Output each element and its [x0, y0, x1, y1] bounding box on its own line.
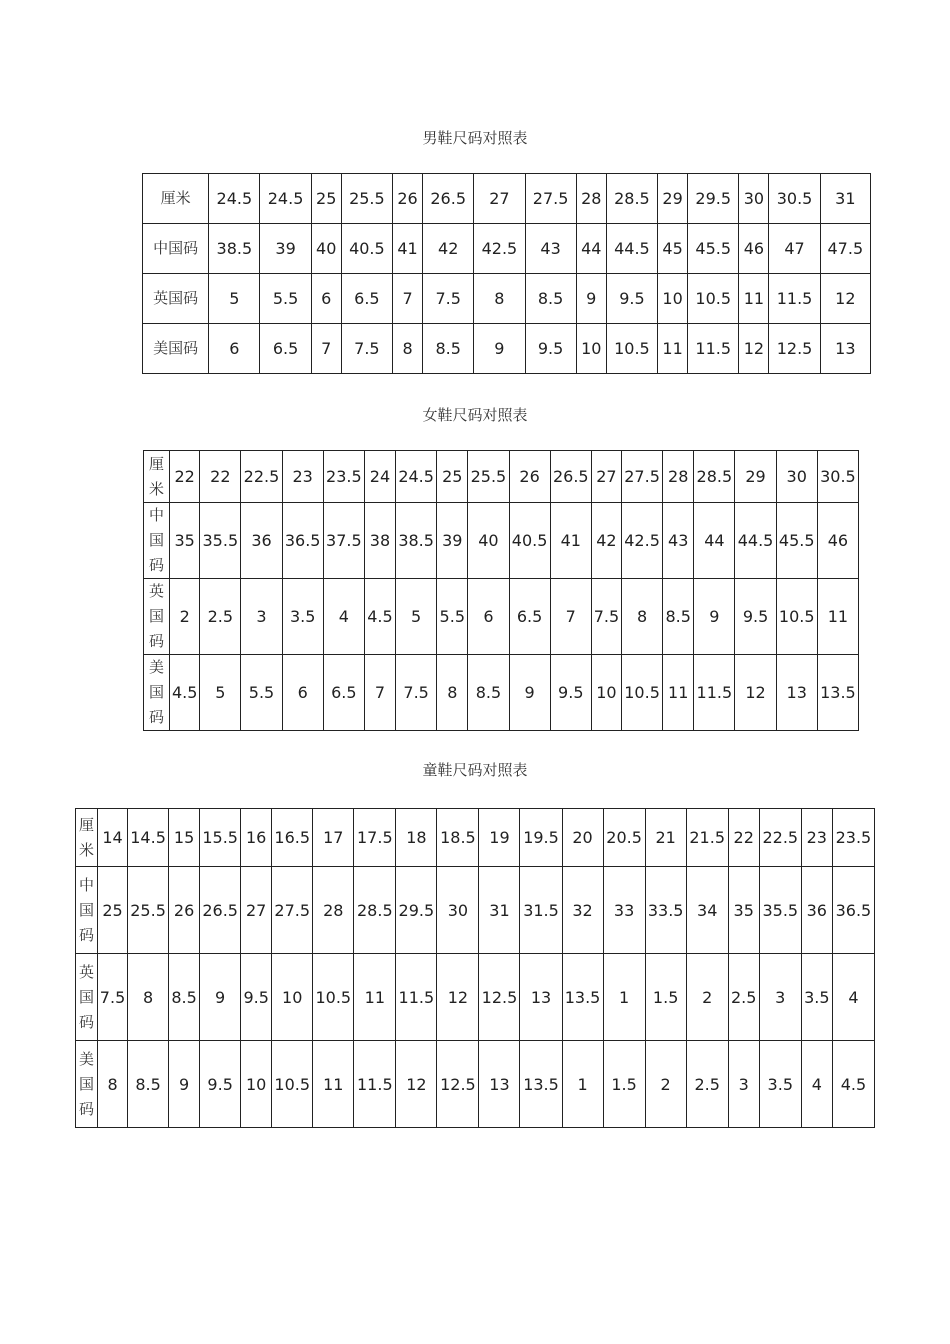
size-cell: 34: [686, 867, 728, 954]
table-row: [143, 274, 871, 324]
size-cell: 35: [728, 867, 759, 954]
size-cell: 4: [801, 1041, 832, 1128]
size-cell: 35.5: [759, 867, 801, 954]
size-cell: 22: [728, 809, 759, 867]
row-header: 英国码: [143, 274, 209, 324]
size-cell: 38.5: [396, 503, 437, 579]
size-cell: 31.5: [520, 867, 562, 954]
size-cell: 46: [817, 503, 858, 579]
size-cell: 35.5: [200, 503, 241, 579]
size-cell: 6: [311, 274, 341, 324]
size-cell: 26: [392, 174, 422, 224]
size-cell: 38.5: [209, 224, 260, 274]
size-cell: 13.5: [520, 1041, 562, 1128]
size-cell: 5: [200, 655, 241, 731]
size-cell: 27: [591, 451, 621, 503]
size-cell: 22: [200, 451, 241, 503]
size-cell: 29: [735, 451, 776, 503]
size-cell: 15.5: [200, 809, 241, 867]
size-cell: 25: [311, 174, 341, 224]
size-cell: 40: [468, 503, 509, 579]
size-cell: 28: [663, 451, 694, 503]
size-cell: 1: [562, 1041, 603, 1128]
row-header: 美国码: [76, 1041, 98, 1128]
size-cell: 25: [98, 867, 128, 954]
size-cell: 4: [323, 579, 364, 655]
size-cell: 28: [313, 867, 354, 954]
size-cell: 19.5: [520, 809, 562, 867]
size-cell: 7: [311, 324, 341, 374]
size-cell: 27: [474, 174, 525, 224]
size-cell: 9: [200, 954, 241, 1041]
size-cell: 28: [576, 174, 606, 224]
size-cell: 9.5: [735, 579, 776, 655]
size-cell: 10: [241, 1041, 272, 1128]
size-cell: 28.5: [606, 174, 657, 224]
size-cell: 8.5: [423, 324, 474, 374]
size-cell: 5.5: [260, 274, 311, 324]
kids-table-title: 童鞋尺码对照表: [422, 761, 528, 779]
size-cell: 11.5: [396, 954, 437, 1041]
size-cell: 8.5: [169, 954, 200, 1041]
size-cell: 8.5: [525, 274, 576, 324]
size-cell: 8.5: [663, 579, 694, 655]
table-row: [76, 954, 875, 1041]
size-cell: 6: [468, 579, 509, 655]
size-cell: 9: [169, 1041, 200, 1128]
size-cell: 11: [739, 274, 769, 324]
size-cell: 2.5: [200, 579, 241, 655]
size-cell: 10: [272, 954, 313, 1041]
size-cell: 42.5: [621, 503, 662, 579]
size-cell: 1.5: [603, 1041, 645, 1128]
size-cell: 3.5: [801, 954, 832, 1041]
size-cell: 6: [209, 324, 260, 374]
size-cell: 42: [591, 503, 621, 579]
size-cell: 12: [437, 954, 479, 1041]
row-header: 美国码: [143, 324, 209, 374]
size-cell: 12.5: [479, 954, 520, 1041]
size-cell: 12: [396, 1041, 437, 1128]
size-cell: 30.5: [817, 451, 858, 503]
row-header: 厘米: [144, 451, 170, 503]
size-cell: 23: [282, 451, 323, 503]
size-cell: 17: [313, 809, 354, 867]
size-cell: 2.5: [686, 1041, 728, 1128]
size-cell: 40.5: [341, 224, 392, 274]
size-cell: 8: [128, 954, 169, 1041]
size-cell: 11: [817, 579, 858, 655]
row-header: 英国码: [76, 954, 98, 1041]
size-cell: 4.5: [832, 1041, 874, 1128]
row-header: 中国码: [144, 503, 170, 579]
men-size-table: [142, 173, 871, 374]
size-cell: 31: [479, 867, 520, 954]
size-cell: 3.5: [282, 579, 323, 655]
size-cell: 1: [603, 954, 645, 1041]
size-cell: 9: [474, 324, 525, 374]
size-cell: 26: [509, 451, 550, 503]
table-row: [76, 809, 875, 867]
size-cell: 8: [98, 1041, 128, 1128]
size-cell: 26: [169, 867, 200, 954]
size-cell: 37.5: [323, 503, 364, 579]
table-row: [144, 503, 859, 579]
row-header: 中国码: [143, 224, 209, 274]
men-table-title: 男鞋尺码对照表: [422, 129, 528, 147]
size-cell: 25.5: [341, 174, 392, 224]
women-size-table: [143, 450, 859, 731]
size-cell: 42.5: [474, 224, 525, 274]
size-cell: 27.5: [272, 867, 313, 954]
size-cell: 30: [739, 174, 769, 224]
size-cell: 20: [562, 809, 603, 867]
size-cell: 3: [241, 579, 282, 655]
size-cell: 12: [820, 274, 870, 324]
size-cell: 9.5: [241, 954, 272, 1041]
size-cell: 40.5: [509, 503, 550, 579]
size-cell: 11: [663, 655, 694, 731]
size-cell: 45: [658, 224, 688, 274]
size-cell: 38: [364, 503, 395, 579]
size-cell: 3.5: [759, 1041, 801, 1128]
size-cell: 2: [645, 1041, 686, 1128]
size-cell: 5.5: [437, 579, 468, 655]
size-cell: 11: [658, 324, 688, 374]
size-cell: 33: [603, 867, 645, 954]
size-cell: 39: [437, 503, 468, 579]
table-row: [144, 655, 859, 731]
size-cell: 13.5: [562, 954, 603, 1041]
size-cell: 30.5: [769, 174, 820, 224]
size-cell: 29: [658, 174, 688, 224]
size-cell: 13: [820, 324, 870, 374]
size-cell: 9.5: [200, 1041, 241, 1128]
size-cell: 30: [776, 451, 817, 503]
size-cell: 40: [311, 224, 341, 274]
size-cell: 10.5: [621, 655, 662, 731]
size-cell: 6.5: [341, 274, 392, 324]
size-cell: 4: [832, 954, 874, 1041]
size-cell: 11.5: [354, 1041, 396, 1128]
size-cell: 36: [801, 867, 832, 954]
size-cell: 44: [694, 503, 735, 579]
size-cell: 23.5: [323, 451, 364, 503]
size-cell: 13: [520, 954, 562, 1041]
size-cell: 21: [645, 809, 686, 867]
size-cell: 14.5: [128, 809, 169, 867]
size-cell: 44: [576, 224, 606, 274]
size-cell: 13.5: [817, 655, 858, 731]
size-cell: 16: [241, 809, 272, 867]
size-cell: 5.5: [241, 655, 282, 731]
size-cell: 26.5: [423, 174, 474, 224]
size-cell: 18: [396, 809, 437, 867]
table-row: [144, 579, 859, 655]
size-cell: 4.5: [364, 579, 395, 655]
size-cell: 41: [392, 224, 422, 274]
size-cell: 10: [591, 655, 621, 731]
size-cell: 4.5: [170, 655, 200, 731]
size-cell: 8: [621, 579, 662, 655]
size-cell: 6.5: [323, 655, 364, 731]
size-cell: 10.5: [313, 954, 354, 1041]
size-cell: 1.5: [645, 954, 686, 1041]
table-row: [76, 1041, 875, 1128]
size-cell: 19: [479, 809, 520, 867]
size-cell: 11.5: [688, 324, 739, 374]
size-cell: 10: [576, 324, 606, 374]
size-cell: 11: [354, 954, 396, 1041]
size-cell: 2: [686, 954, 728, 1041]
size-cell: 24.5: [260, 174, 311, 224]
size-cell: 46: [739, 224, 769, 274]
size-cell: 6: [282, 655, 323, 731]
size-cell: 7.5: [591, 579, 621, 655]
size-cell: 45.5: [688, 224, 739, 274]
size-cell: 29.5: [688, 174, 739, 224]
size-cell: 47.5: [820, 224, 870, 274]
size-cell: 2.5: [728, 954, 759, 1041]
size-cell: 23.5: [832, 809, 874, 867]
size-cell: 13: [479, 1041, 520, 1128]
size-cell: 17.5: [354, 809, 396, 867]
size-cell: 41: [550, 503, 591, 579]
size-cell: 2: [170, 579, 200, 655]
size-cell: 9: [509, 655, 550, 731]
size-cell: 43: [663, 503, 694, 579]
size-cell: 42: [423, 224, 474, 274]
size-cell: 15: [169, 809, 200, 867]
size-cell: 22.5: [759, 809, 801, 867]
size-cell: 8: [392, 324, 422, 374]
size-cell: 13: [776, 655, 817, 731]
size-cell: 14: [98, 809, 128, 867]
size-cell: 12: [739, 324, 769, 374]
row-header: 美国码: [144, 655, 170, 731]
table-row: [143, 324, 871, 374]
size-cell: 7: [392, 274, 422, 324]
size-cell: 35: [170, 503, 200, 579]
size-cell: 45.5: [776, 503, 817, 579]
row-header: 厘米: [143, 174, 209, 224]
size-cell: 28.5: [694, 451, 735, 503]
size-cell: 10.5: [606, 324, 657, 374]
size-cell: 3: [759, 954, 801, 1041]
size-cell: 8: [474, 274, 525, 324]
size-cell: 26.5: [200, 867, 241, 954]
size-cell: 36.5: [832, 867, 874, 954]
size-cell: 7.5: [423, 274, 474, 324]
size-cell: 29.5: [396, 867, 437, 954]
size-cell: 26.5: [550, 451, 591, 503]
size-cell: 27.5: [621, 451, 662, 503]
size-cell: 5: [209, 274, 260, 324]
size-cell: 7: [550, 579, 591, 655]
size-cell: 10.5: [272, 1041, 313, 1128]
size-cell: 10.5: [776, 579, 817, 655]
size-cell: 9: [694, 579, 735, 655]
size-cell: 12: [735, 655, 776, 731]
size-cell: 25.5: [468, 451, 509, 503]
size-cell: 9: [576, 274, 606, 324]
size-cell: 30: [437, 867, 479, 954]
size-cell: 6.5: [260, 324, 311, 374]
size-cell: 27.5: [525, 174, 576, 224]
row-header: 英国码: [144, 579, 170, 655]
size-cell: 8: [437, 655, 468, 731]
size-cell: 47: [769, 224, 820, 274]
size-cell: 7.5: [98, 954, 128, 1041]
size-cell: 28.5: [354, 867, 396, 954]
size-cell: 25.5: [128, 867, 169, 954]
size-cell: 22: [170, 451, 200, 503]
size-cell: 8.5: [128, 1041, 169, 1128]
size-cell: 3: [728, 1041, 759, 1128]
size-cell: 22.5: [241, 451, 282, 503]
size-cell: 9.5: [550, 655, 591, 731]
table-row: [76, 867, 875, 954]
size-cell: 24.5: [209, 174, 260, 224]
size-cell: 27: [241, 867, 272, 954]
size-cell: 7.5: [341, 324, 392, 374]
size-cell: 9.5: [606, 274, 657, 324]
table-row: [143, 224, 871, 274]
size-cell: 12.5: [769, 324, 820, 374]
size-cell: 23: [801, 809, 832, 867]
table-row: [144, 451, 859, 503]
size-cell: 39: [260, 224, 311, 274]
women-table-title: 女鞋尺码对照表: [422, 406, 528, 424]
size-cell: 7.5: [396, 655, 437, 731]
size-cell: 11: [313, 1041, 354, 1128]
size-cell: 5: [396, 579, 437, 655]
table-row: [143, 174, 871, 224]
row-header: 厘米: [76, 809, 98, 867]
size-cell: 24.5: [396, 451, 437, 503]
size-cell: 10: [658, 274, 688, 324]
size-cell: 20.5: [603, 809, 645, 867]
size-cell: 12.5: [437, 1041, 479, 1128]
size-cell: 9.5: [525, 324, 576, 374]
size-cell: 11.5: [694, 655, 735, 731]
size-cell: 32: [562, 867, 603, 954]
size-cell: 44.5: [606, 224, 657, 274]
kids-size-table: [75, 808, 875, 1128]
size-cell: 8.5: [468, 655, 509, 731]
size-cell: 18.5: [437, 809, 479, 867]
row-header: 中国码: [76, 867, 98, 954]
size-cell: 36: [241, 503, 282, 579]
size-cell: 6.5: [509, 579, 550, 655]
size-cell: 21.5: [686, 809, 728, 867]
size-cell: 36.5: [282, 503, 323, 579]
size-cell: 44.5: [735, 503, 776, 579]
size-cell: 10.5: [688, 274, 739, 324]
size-cell: 25: [437, 451, 468, 503]
size-cell: 43: [525, 224, 576, 274]
size-cell: 7: [364, 655, 395, 731]
size-cell: 31: [820, 174, 870, 224]
size-cell: 33.5: [645, 867, 686, 954]
size-cell: 11.5: [769, 274, 820, 324]
size-cell: 16.5: [272, 809, 313, 867]
size-cell: 24: [364, 451, 395, 503]
